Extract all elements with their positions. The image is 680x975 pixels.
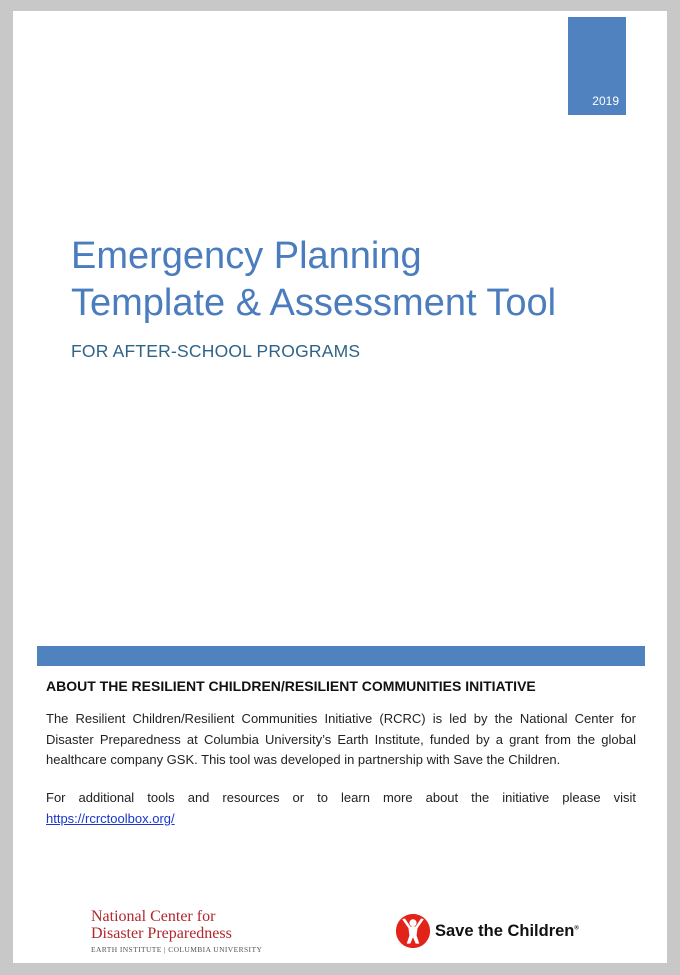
about-paragraph-1: The Resilient Children/Resilient Communities Initiative (RCRC) is led by the National Center for Disaster Preparedness at Columbia University’s Earth Institute, funded by a grant from the global healthcare company GSK. This tool was developed in partnership with Save the Children. <box>46 711 636 767</box>
title-line-2: Template & Assessment Tool <box>71 282 557 324</box>
document-page <box>13 11 667 963</box>
save-the-children-logo-icon <box>395 913 431 949</box>
stc-registered-mark: ® <box>574 925 579 931</box>
ncdp-line-2: Disaster Preparedness <box>91 925 232 942</box>
ncdp-line-3: EARTH INSTITUTE | COLUMBIA UNIVERSITY <box>91 945 263 954</box>
year-label: 2019 <box>592 94 619 108</box>
about-paragraph-2 <box>46 788 636 829</box>
stc-name-text: Save the Children <box>435 921 575 940</box>
title-line-1: Emergency Planning <box>71 235 422 277</box>
about-paragraph-2-text: For additional tools and resources or to learn more about the initiative please visit <box>46 790 636 805</box>
document-title <box>71 233 556 327</box>
ncdp-logo <box>91 908 262 954</box>
about-heading: ABOUT THE RESILIENT CHILDREN/RESILIENT COMMUNITIES INITIATIVE <box>46 678 536 694</box>
stc-name <box>435 922 579 941</box>
ncdp-line-1: National Center for <box>91 908 216 925</box>
rcrc-toolbox-link[interactable]: https://rcrctoolbox.org/ <box>46 810 175 826</box>
year-tab <box>568 17 626 115</box>
document-subtitle: FOR AFTER-SCHOOL PROGRAMS <box>71 341 361 361</box>
save-the-children-logo <box>395 911 579 951</box>
section-divider-bar <box>37 646 645 666</box>
